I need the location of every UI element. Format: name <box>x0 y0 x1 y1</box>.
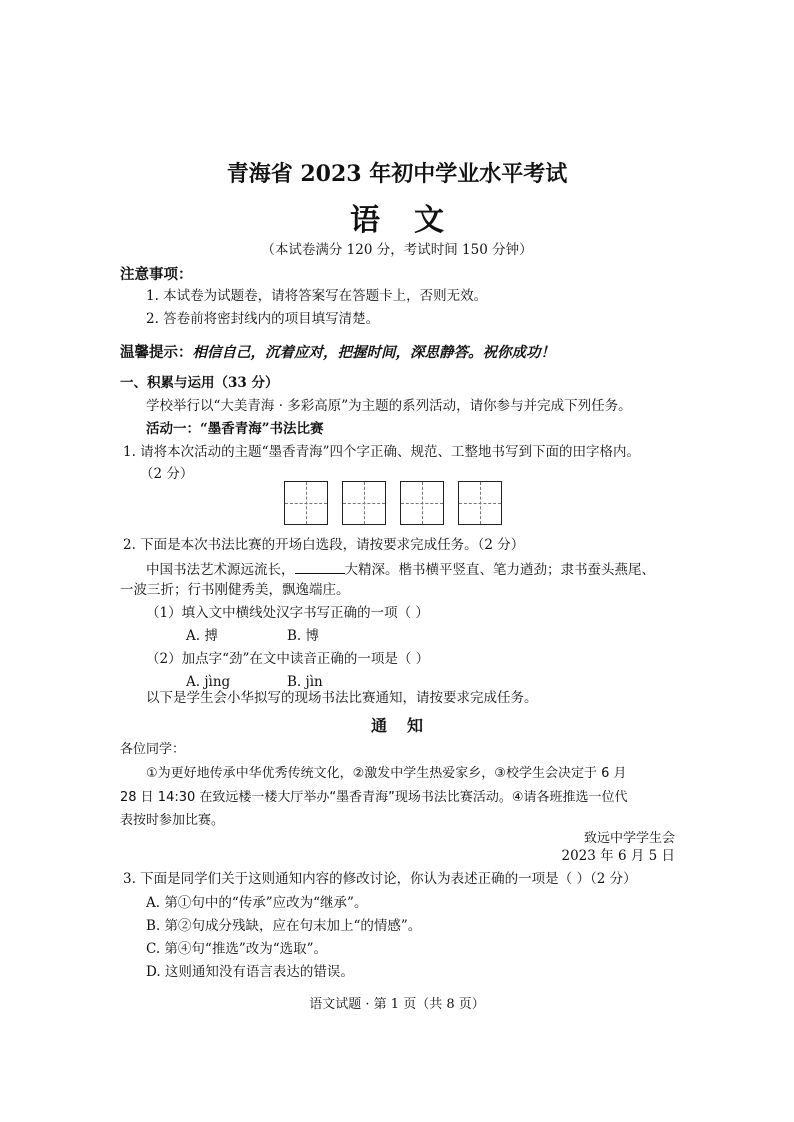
tianzige-grid <box>284 481 502 525</box>
notice-date: 2023 年 6 月 5 日 <box>561 848 675 864</box>
tianzige-cell-2[interactable] <box>342 481 386 525</box>
tip-label: 温馨提示： <box>120 344 193 361</box>
tip-line <box>120 341 555 362</box>
q2-sub1: （1）填入文中横线处汉字书写正确的一项（ ） <box>146 605 429 621</box>
tianzige-cell-4[interactable] <box>458 481 502 525</box>
notice-heading: 注意事项： <box>120 266 193 283</box>
notice-body-3: 表按时参加比赛。 <box>120 813 225 828</box>
q2-after: 以下是学生会小华拟写的现场书法比赛通知，请按要求完成任务。 <box>146 690 538 706</box>
section1-intro: 学校举行以“大美青海 · 多彩高原”为主题的系列活动，请你参与并完成下列任务。 <box>146 398 632 414</box>
q1-line1: 1. 请将本次活动的主题“墨香青海”四个字正确、规范、工整地书写到下面的田字格内。 <box>123 444 640 460</box>
q3-option-b: B. 第②句成分残缺，应在句末加上“的情感”。 <box>146 918 422 934</box>
notice-item-1: 1. 本试卷为试题卷，请将答案写在答题卡上，否则无效。 <box>146 288 488 304</box>
q2-line1: 2. 下面是本次书法比赛的开场白选段，请按要求完成任务。（2 分） <box>123 537 525 553</box>
q2-sub1-option-a: A. 搏 <box>186 628 218 644</box>
section1-heading: 一、积累与运用（33 分） <box>120 375 279 391</box>
notice-signature: 致远中学学生会 <box>583 831 675 846</box>
subject-title: 语文 <box>350 203 478 238</box>
fill-blank <box>295 561 345 574</box>
q3-stem: 3. 下面是同学们关于这则通知内容的修改讨论，你认为表述正确的一项是（ ）（2 分） <box>123 871 637 887</box>
q2-sub2-option-b: B. jìn <box>287 674 323 690</box>
exam-note: （本试卷满分 120 分，考试时间 150 分钟） <box>261 242 533 258</box>
q3-option-a: A. 第①句中的“传承”应改为“继承”。 <box>146 895 368 911</box>
notice-body-1: ①为更好地传承中华优秀传统文化，②激发中学生热爱家乡，③校学生会决定于 6 月 <box>146 766 627 781</box>
notice-item-2: 2. 答卷前将密封线内的项目填写清楚。 <box>146 311 380 327</box>
page-footer: 语文试题 · 第 1 页（共 8 页） <box>309 997 485 1012</box>
tip-text: 相信自己，沉着应对，把握时间，深思静答。祝你成功！ <box>192 344 555 361</box>
q2-para1 <box>146 561 655 578</box>
q2-sub1-option-b: B. 博 <box>287 628 320 644</box>
tianzige-cell-3[interactable] <box>400 481 444 525</box>
exam-title: 青海省 2023 年初中学业水平考试 <box>226 161 568 187</box>
q1-line2: （2 分） <box>140 466 194 482</box>
q3-option-c: C. 第④句“推选”改为“选取”。 <box>146 941 328 957</box>
notice-body-2: 28 日 14:30 在致远楼一楼大厅举办“墨香青海”现场书法比赛活动。④请各班推选一位代 <box>120 790 628 805</box>
q2-para2: 一波三折；行书刚健秀美，飘逸端庄。 <box>120 582 350 598</box>
tianzige-cell-1[interactable] <box>284 481 328 525</box>
q3-option-d: D. 这则通知没有语言表达的错误。 <box>146 964 354 980</box>
notice-title: 通知 <box>370 716 443 735</box>
activity1-heading: 活动一：“墨香青海”书法比赛 <box>146 421 324 437</box>
notice-salutation: 各位同学： <box>120 742 186 757</box>
q2-para1-a: 中国书法艺术源远流长， <box>146 562 295 578</box>
q2-para1-b: 大精深。楷书横平竖直、笔力遒劲；隶书蚕头燕尾、 <box>344 562 655 578</box>
q2-sub2: （2）加点字“劲”在文中读音正确的一项是（ ） <box>146 651 430 667</box>
q2-sub2-option-a: A. jìng <box>186 674 231 690</box>
